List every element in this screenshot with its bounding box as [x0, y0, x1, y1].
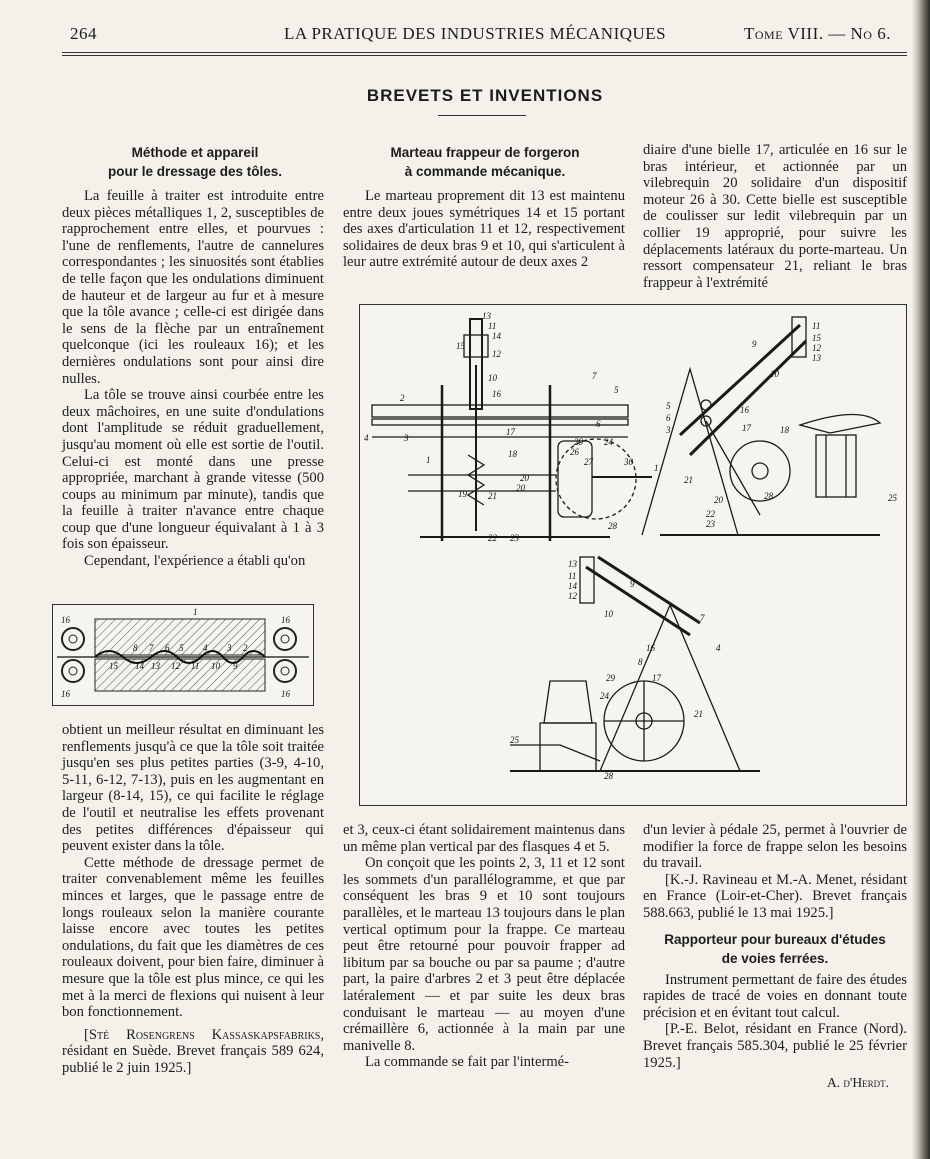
fig1-label: 16 [61, 615, 70, 625]
article2-paragraph-1: Le marteau proprement dit 13 est maintenu entre deux joues symétriques 14 et 15 portant des axes d'articulation 11 et 12, respectivement solidaires de deux bras 9 et 10, qui s'articulent à leur autre extrémité autour de deux axes 2 [343, 188, 625, 271]
hammer-drawing [360, 305, 906, 805]
fig2-label: 20 [516, 483, 525, 493]
fig2-label: 5 [666, 401, 671, 411]
fig1-label: 4 [203, 643, 208, 653]
fig2-label: 13 [812, 353, 821, 363]
fig2-label: 16 [492, 389, 501, 399]
article1-paragraph-4: obtient un meilleur résultat en diminuant les renflements jusqu'à ce que la tôle soit traitée jusqu'en ses plus petites parties (3-9, 4-10, 5-11, 6-12, 7-13), puis en les augmentant en largeur (8-14, 15), ce qui facilite le réglage de l'outil et neutralise les effets provenant des petites différences d'épaisseur qui peuvent exister dans la tôle. [62, 722, 324, 855]
fig2-label: 21 [488, 491, 497, 501]
article2-paragraph-3: On conçoit que les points 2, 3, 11 et 12 sont les sommets d'un parallélogramme, et que par conséquent les bras 9 et 10 sont toujours parallèles, et le marteau 13 toujours dans le plan vertical optimum pour la frappe. Ce marteau peut être retourné pour pouvoir frapper ad libitum par sa bouche ou par sa paume ; d'autre part, la paire d'arbres 2 et 3 peut être déplacée latéralement — et par suite les deux bras conduisant le marteau — au moyen d'une crémaillère 6, actionnée à la main par une manivelle 8. [343, 855, 625, 1054]
page-number: 264 [70, 24, 97, 43]
fig2-label: 6 [666, 413, 671, 423]
fig2-label: 17 [742, 423, 751, 433]
article2-title-line2: à commande mécanique. [404, 164, 566, 179]
fig1-label: 6 [165, 643, 170, 653]
article2-title [345, 143, 625, 181]
fig2-label: 25 [510, 735, 519, 745]
article3-title-line1: Rapporteur pour bureaux d'études [664, 931, 886, 947]
fig1-label: 3 [227, 643, 232, 653]
article1-paragraph-5: Cette méthode de dressage permet de traiter convenablement même les feuilles minces et larges, que le passage entre de longs rouleaux selon la manière courante laisse encore avec toutes les petites ondulations, du fait que les diamètres de ces rouleaux doivent, pour bien faire, diminuer à mesure que la tôle est plus mince, ce qui les met à la merci de flexions qui nuisent à leur bon fonctionnement. [62, 854, 324, 1021]
roller-upper-left [62, 628, 84, 650]
fig2-label: 23 [510, 533, 519, 543]
fig1-label: 7 [149, 643, 154, 653]
article3-paragraph-1: Instrument permettant de faire des études rapides de tracé de voies en donnant toute précision et en évitant tout calcul. [643, 971, 907, 1021]
fig2-label: 28 [608, 521, 617, 531]
article2-paragraph-1-cont: diaire d'une bielle 17, articulée en 16 sur le bras intérieur, et actionnée par un vilebrequin 20 solidaire d'un dispositif moteur 26 à 30. Cette bielle est susceptible de coulisser sur ledit vilebrequin par un collier 19 approprié, pour suivre les déplacements latéraux du porte-marteau. Un ressort compensateur 21, reliant le bras frappeur à l'extrémité [643, 142, 907, 291]
fig1-label: 5 [179, 643, 184, 653]
fig1-label: 2 [243, 643, 248, 653]
header-rule-2 [62, 55, 907, 56]
fig2-label: 24 [604, 437, 613, 447]
figure-mechanical-hammer [359, 304, 907, 806]
fig2-label: 13 [568, 559, 577, 569]
fig2-label: 23 [706, 519, 715, 529]
fig2-label: 10 [488, 373, 497, 383]
fig2-label: 9 [752, 339, 757, 349]
fig2-label: 16 [740, 405, 749, 415]
article1-body-bottom [62, 722, 324, 1076]
fig2-label: 28 [604, 771, 613, 781]
article1-paragraph-3: Cependant, l'expérience a établi qu'on [84, 553, 306, 570]
fig1-label: 1 [193, 607, 198, 617]
lower-die [95, 659, 265, 691]
article3-title-line2: de voies ferrées. [721, 950, 829, 966]
fig2-label: 14 [492, 331, 501, 341]
fig2-label: 15 [456, 341, 465, 351]
fig2-label: 20 [520, 473, 529, 483]
fig2-label: 8 [638, 657, 643, 667]
article3-title [643, 930, 907, 968]
article2-paragraph-5: d'un levier à pédale 25, permet à l'ouvrier de modifier la force de frappe selon les besoins du travail. [643, 822, 907, 872]
article2-paragraph-4: La commande se fait par l'intermé- [365, 1054, 570, 1071]
article2-body-top [343, 188, 625, 271]
title-rule [438, 115, 526, 116]
header-rule [62, 52, 907, 53]
fig2-label: 7 [700, 613, 705, 623]
fig2-label: 20 [714, 495, 723, 505]
fig1-label: 16 [61, 689, 70, 699]
fig2-label: 12 [492, 349, 501, 359]
fig2-label: 1 [426, 455, 431, 465]
article1-credit [62, 1027, 324, 1077]
fig2-label: 29 [574, 437, 583, 447]
fig2-label: 25 [888, 493, 897, 503]
journal-title: LA PRATIQUE DES INDUSTRIES MÉCANIQUES [284, 24, 667, 43]
fig2-label: 24 [600, 691, 609, 701]
article1-credit-line1: [Sté Rosengrens Kassaskapsfabriks, [84, 1026, 324, 1043]
article1-body-top [62, 188, 324, 570]
fig2-label: 4 [364, 433, 369, 443]
fig2-label: 12 [568, 591, 577, 601]
fig2-label: 1 [654, 463, 659, 473]
fig2-label: 28 [764, 491, 773, 501]
fig2-label: 16 [646, 643, 655, 653]
fig2-label: 3 [666, 425, 671, 435]
fig2-label: 26 [570, 447, 579, 457]
roller-upper-right [274, 628, 296, 650]
fig2-label: 22 [488, 533, 497, 543]
figure-die-section [52, 604, 314, 706]
article2-continuation [643, 142, 907, 291]
article3-credit: [P.-E. Belot, résidant en France (Nord). Brevet français 585.304, publié le 25 février 1925.] [643, 1021, 907, 1071]
fig2-label: 11 [812, 321, 821, 331]
fig2-label: 6 [596, 419, 601, 429]
fig2-label: 18 [780, 425, 789, 435]
die-section-drawing [53, 605, 313, 705]
fig1-label: 16 [281, 689, 290, 699]
fig1-label: 16 [281, 615, 290, 625]
article2-paragraph-2: et 3, ceux-ci étant solidairement maintenus dans un même plan vertical par des flasques 4 et 5. [343, 822, 625, 855]
fig2-label: 27 [584, 457, 593, 467]
section-title: BREVETS ET INVENTIONS [366, 86, 604, 105]
author-signature: A. d'Herdt. [826, 1075, 889, 1091]
fig2-label: 2 [400, 393, 405, 403]
fig2-label: 18 [508, 449, 517, 459]
article2-body-bottom [343, 822, 625, 1071]
side-view-upper [642, 317, 880, 535]
fig2-label: 17 [506, 427, 515, 437]
fig1-label: 13 [151, 661, 160, 671]
roller-lower-right [274, 660, 296, 682]
article2-title-line1: Marteau frappeur de forgeron [390, 145, 580, 160]
fig2-label: 29 [606, 673, 615, 683]
fig2-label: 3 [404, 433, 409, 443]
article1-paragraph-1: La feuille à traiter est introduite entre deux pièces métalliques 1, 2, susceptibles de rapprochement entre elles, et pourvues : l'une de renflements, l'autre de cannelures correspondantes ; les sinuosités sont établies de telle façon que les ondulations diminuent de hauteur et de largeur au fur et à mesure que la tôle avance ; celle-ci est dirigée dans le sens de la flèche par un entraînement quelconque (ici les rouleaux 16); et les dernières ondulations sont pour ainsi dire nulles. [62, 188, 324, 387]
article2-credit: [K.-J. Ravineau et M.-A. Menet, résidant en France (Loir-et-Cher). Brevet français 588.663, publié le 13 mai 1925.] [643, 871, 907, 921]
fig2-label: 7 [592, 371, 597, 381]
fig2-label: 10 [770, 369, 779, 379]
right-column-bottom [643, 822, 907, 1092]
side-view-lower [510, 557, 760, 771]
fig2-label: 22 [706, 509, 715, 519]
fig2-label: 14 [568, 581, 577, 591]
fig1-label: 14 [135, 661, 144, 671]
fig2-label: 11 [488, 321, 497, 331]
fig1-label: 9 [233, 661, 238, 671]
article1-paragraph-2: La tôle se trouve ainsi courbée entre les deux mâchoires, en une suite d'ondulations dont l'amplitude se réduit graduellement, jusqu'au moment où elle est sortie de l'outil. Celui-ci est monté dans une presse appropriée, marchant à grande vitesse (500 coups au minimum par minute), tandis que la feuille à traiter n'avance entre chaque coup que d'une longueur équivalant à 1 à 3 fois son épaisseur. [62, 387, 324, 553]
fig2-label: 21 [694, 709, 703, 719]
fig2-label: 5 [614, 385, 619, 395]
fig1-label: 10 [211, 661, 220, 671]
fig1-label: 15 [109, 661, 118, 671]
fig2-label: 9 [630, 579, 635, 589]
fig2-label: 11 [568, 571, 577, 581]
fig1-label: 12 [171, 661, 180, 671]
fig2-label: 17 [652, 673, 661, 683]
article1-credit-line2: résidant en Suède. Brevet français 589 624, publié le 2 juin 1925.] [62, 1043, 324, 1076]
article1-title-line1: Méthode et appareil [131, 145, 259, 160]
fig2-label: 13 [482, 311, 491, 321]
fig1-label: 11 [191, 661, 200, 671]
fig2-label: 10 [604, 609, 613, 619]
fig2-label: 4 [716, 643, 721, 653]
fig1-label: 8 [133, 643, 138, 653]
fig2-label: 15 [812, 333, 821, 343]
article1-title [75, 143, 315, 181]
fig2-label: 12 [812, 343, 821, 353]
article1-title-line2: pour le dressage des tôles. [107, 164, 283, 179]
volume-number: Tome VIII. — No 6. [744, 24, 891, 43]
roller-lower-left [62, 660, 84, 682]
fig2-label: 21 [684, 475, 693, 485]
page-binding-shadow [912, 0, 930, 1159]
fig2-label: 30 [624, 457, 633, 467]
fig2-label: 19 [458, 489, 467, 499]
